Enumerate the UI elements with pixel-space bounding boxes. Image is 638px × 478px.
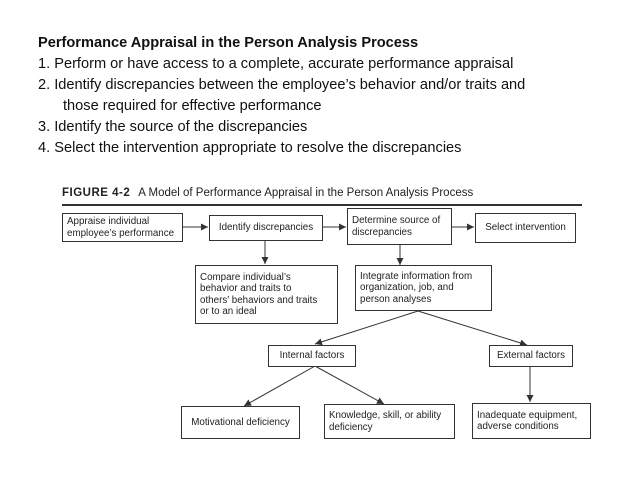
box-internal-label: Internal factors (279, 350, 345, 362)
box-compare-individual (195, 265, 338, 324)
step-3: 3. Identify the source of the discrepancies (38, 119, 308, 135)
step-2-continuation: those required for effective performance (63, 98, 322, 114)
step-4: 4. Select the intervention appropriate to resolve the discrepancies (38, 140, 462, 156)
box-ksa-deficiency (324, 404, 455, 439)
box-appraise-label: Appraise individual employee’s performance (67, 216, 175, 239)
box-internal-factors (268, 345, 356, 367)
box-appraise-performance (62, 213, 183, 242)
box-determine-label: Determine source of discrepancies (352, 215, 441, 238)
box-determine-source (347, 208, 452, 245)
box-external-factors (489, 345, 573, 367)
box-external-label: External factors (496, 350, 566, 362)
figure-label: FIGURE 4-2 (62, 187, 131, 199)
figure-title: A Model of Performance Appraisal in the Person Analysis Process (138, 187, 474, 199)
box-select-intervention (475, 213, 576, 243)
box-equipment-label: Inadequate equipment, adverse conditions (477, 409, 578, 432)
box-compare-label: Compare individual’s behavior and traits to others’ behaviors and traits or to an ideal (200, 271, 318, 317)
arrow-internal-to-ksa (315, 366, 384, 404)
box-motivational-deficiency (181, 406, 300, 439)
box-motivational-label: Motivational deficiency (191, 416, 290, 428)
box-integrate-information (355, 265, 492, 311)
box-inadequate-equipment (472, 403, 591, 439)
box-ksa-label: Knowledge, skill, or ability deficiency (329, 410, 442, 433)
slide-heading: Performance Appraisal in the Person Analysis Process (38, 35, 419, 51)
box-identify-label: Identify discrepancies (218, 222, 314, 234)
step-1: 1. Perform or have access to a complete, accurate performance appraisal (38, 56, 514, 72)
step-2: 2. Identify discrepancies between the employee’s behavior and/or traits and (38, 77, 526, 93)
arrow-internal-to-motivational (244, 366, 315, 406)
box-select-label: Select intervention (485, 222, 566, 234)
box-integrate-label: Integrate information from organization, job, and person analyses (360, 270, 473, 305)
arrow-integrate-to-external (418, 311, 527, 345)
box-identify-discrepancies (209, 215, 323, 241)
